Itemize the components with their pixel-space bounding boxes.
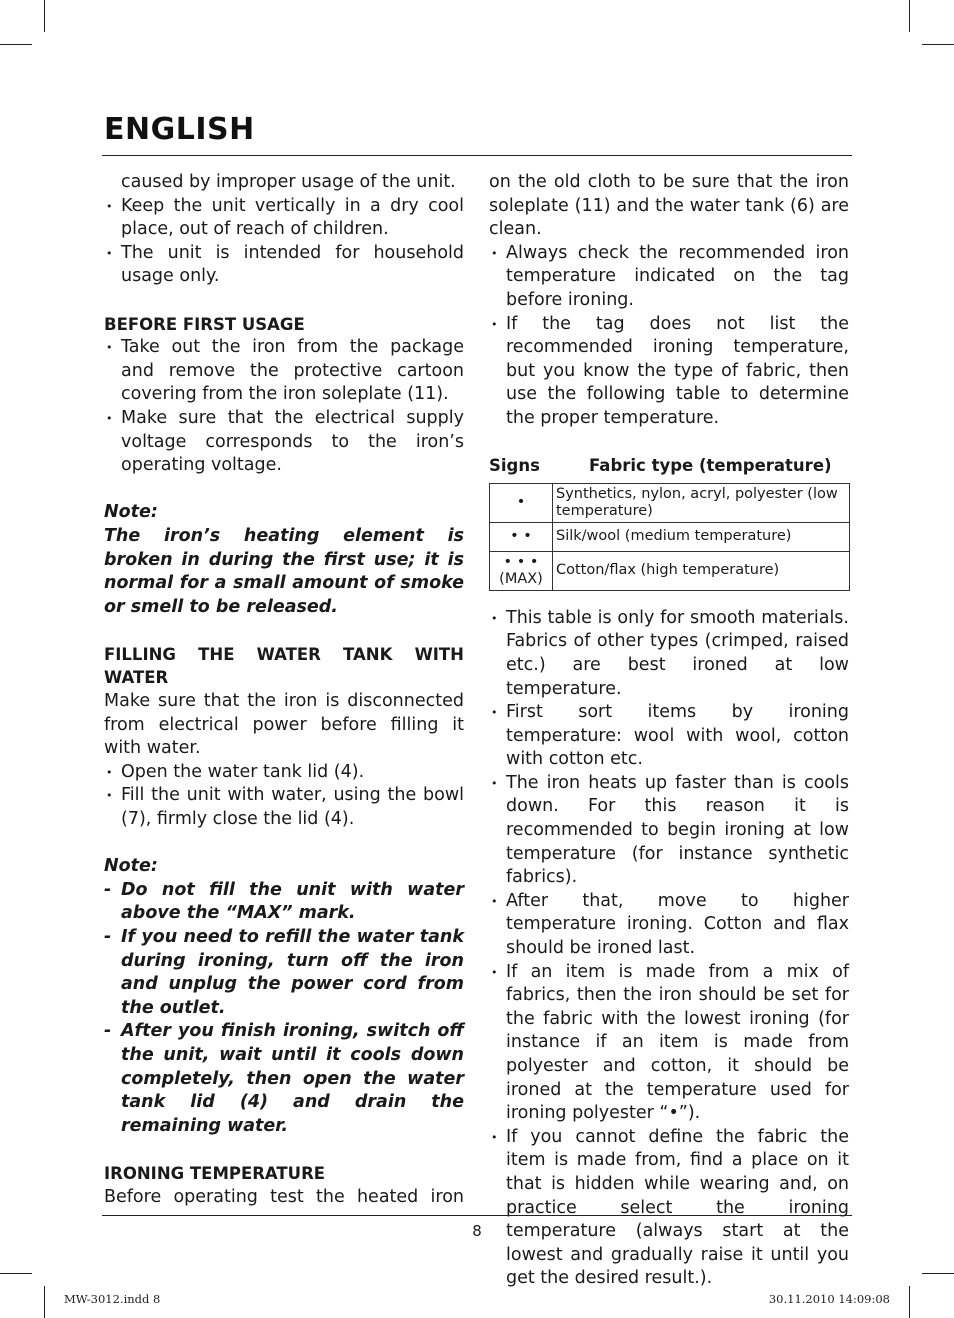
page-title: ENGLISH — [104, 112, 255, 147]
fabric-cell: Silk/wool (medium temperature) — [553, 522, 850, 551]
fabric-temperature-table — [489, 483, 850, 591]
paragraph: Before operating test the heated iron — [104, 1186, 464, 1207]
section-heading-filling: FILLING THE WATER TANK WITH WATER — [104, 644, 464, 688]
list-item: • Fill the unit with water, using the bowl (7), firmly close the lid (4). — [104, 784, 464, 831]
table-row — [490, 551, 850, 590]
sign-cell: • • • (MAX) — [490, 551, 553, 590]
list-item: • The iron heats up faster than is cools down. For this reason it is recommended to begin ironing at low temperature (for instance synthetic fabrics). — [489, 772, 849, 890]
table-heading — [489, 454, 849, 478]
left-column — [104, 171, 464, 1209]
list-item: • Take out the iron from the package and remove the protective cartoon covering from the iron soleplate (11). — [104, 336, 464, 407]
list-item: • Keep the unit vertically in a dry cool place, out of reach of children. — [104, 195, 464, 242]
paragraph: Make sure that the iron is disconnected from electrical power before filling it with water. — [104, 691, 464, 759]
sign-cell: • — [490, 483, 553, 522]
list-item: • The unit is intended for household usage only. — [104, 242, 464, 289]
file-label: MW-3012.indd 8 — [64, 1292, 161, 1306]
note-text: The iron’s heating element is broken in during the first use; it is normal for a small amount of smoke or smell to be released. — [104, 525, 464, 617]
crop-mark — [909, 1286, 910, 1318]
note-item: - If you need to refill the water tank during ironing, turn off the iron and unplug the power cord from the outlet. — [104, 926, 464, 1020]
footer-rule — [102, 1215, 852, 1216]
table-row — [490, 522, 850, 551]
list-item: • After that, move to higher temperature ironing. Cotton and flax should be ironed last. — [489, 890, 849, 961]
crop-mark — [44, 1286, 45, 1318]
fabric-column-header: Fabric type (temperature) — [589, 456, 832, 476]
note-label: Note: — [104, 502, 158, 523]
list-item: • Make sure that the electrical supply voltage corresponds to the iron’s operating voltage. — [104, 407, 464, 478]
crop-mark — [0, 1273, 32, 1274]
list-item: • Open the water tank lid (4). — [104, 761, 464, 785]
crop-mark — [909, 0, 910, 32]
print-datetime: 30.11.2010 14:09:08 — [768, 1292, 890, 1306]
right-column — [489, 171, 849, 1291]
list-item: • If the tag does not list the recommended ironing temperature, but you know the type of fabric, then use the following table to determine the proper temperature. — [489, 313, 849, 431]
list-item: • Always check the recommended iron temperature indicated on the tag before ironing. — [489, 242, 849, 313]
crop-mark — [0, 44, 32, 45]
list-item: • If you cannot define the fabric the item is made from, find a place on it that is hidden while wearing and, on practice select the ironing temperature (always start at the lowest and gradually raise it until you get the desired result.). — [489, 1126, 849, 1291]
section-heading-before-first-usage: BEFORE FIRST USAGE — [104, 314, 305, 334]
note-label: Note: — [104, 856, 158, 877]
crop-mark — [922, 1273, 954, 1274]
list-item: • First sort items by ironing temperature: wool with wool, cotton with cotton etc. — [489, 701, 849, 772]
fabric-cell: Synthetics, nylon, acryl, polyester (low temperature) — [553, 483, 850, 522]
fabric-cell: Cotton/flax (high temperature) — [553, 551, 850, 590]
page-number: 8 — [472, 1222, 482, 1240]
table-row — [490, 483, 850, 522]
note-item: - Do not fill the unit with water above the “MAX” mark. — [104, 879, 464, 926]
note-item: - After you finish ironing, switch off the unit, wait until it cools down completely, then open the water tank lid (4) and drain the remaining water. — [104, 1020, 464, 1138]
crop-mark — [44, 0, 45, 32]
intro-continuation: caused by improper usage of the unit. — [121, 172, 456, 192]
header-rule — [102, 155, 852, 156]
signs-column-header: Signs — [489, 456, 540, 476]
section-heading-ironing-temperature: IRONING TEMPERATURE — [104, 1163, 326, 1183]
list-item: • This table is only for smooth materials. Fabrics of other types (crimped, raised etc.) are best ironed at low temperature. — [489, 607, 849, 701]
paragraph: on the old cloth to be sure that the iron soleplate (11) and the water tank (6) are clean. — [489, 172, 849, 240]
sign-cell: • • — [490, 522, 553, 551]
list-item: • If an item is made from a mix of fabrics, then the iron should be set for the fabric with the lowest ironing (for instance if an item is made from polyester and cotton, it should be ironed at the temperature used for ironing polyester “•”). — [489, 961, 849, 1126]
crop-mark — [922, 44, 954, 45]
